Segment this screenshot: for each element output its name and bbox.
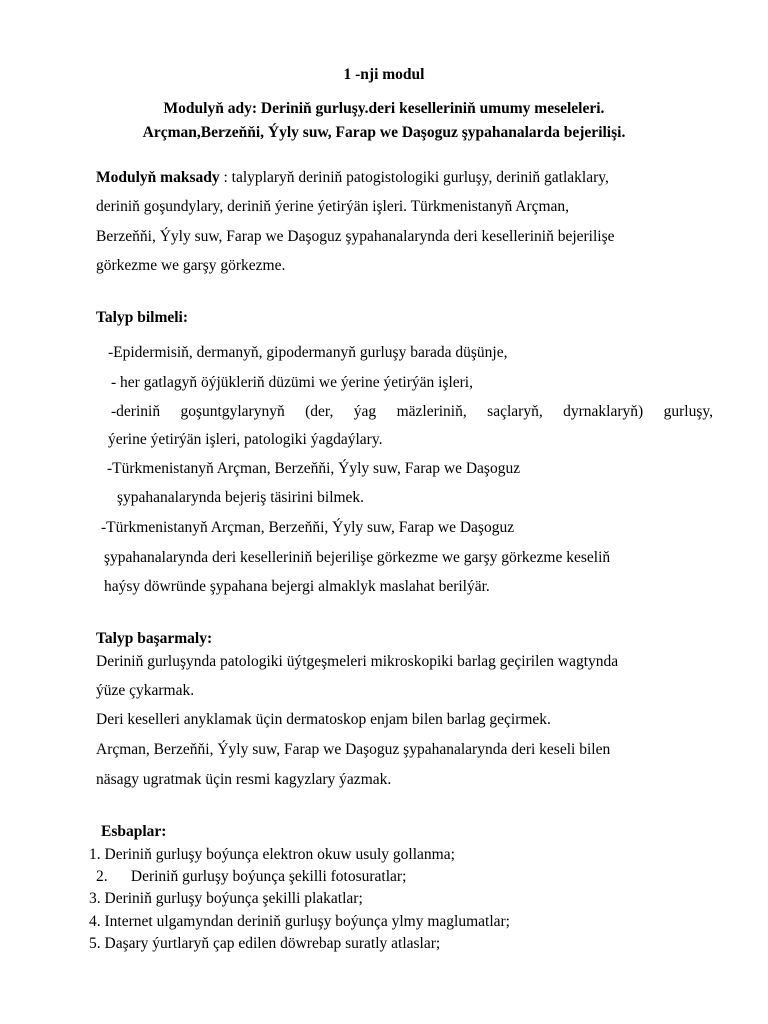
must-achieve-line-2: ýüze çykarmak. xyxy=(96,682,195,699)
must-achieve-line-5: näsagy ugratmak üçin resmi kagyzlary ýazmak. xyxy=(96,771,392,788)
purpose-line-3: Berzeňňi, Ýyly suw, Farap we Daşoguz şypahanalarynda deri keselleriniň bejerilişe xyxy=(96,228,615,245)
must-know-line-4: ýerine ýetirýän işleri, patologiki ýagdaýlary. xyxy=(108,431,383,448)
module-title-line-1: Modulyň ady: Deriniň gurluşy.deri keselleriniň umumy meseleleri. xyxy=(163,100,605,117)
equipment-heading: Esbaplar: xyxy=(101,823,167,840)
must-know-heading: Talyp bilmeli: xyxy=(96,309,189,326)
purpose-line-1 xyxy=(96,169,609,187)
must-know-line-6: şypahanalarynda bejeriş täsirini bilmek. xyxy=(117,489,365,506)
purpose-label: Modulyň maksady xyxy=(96,169,220,186)
purpose-text-1: : talyplaryň deriniň patogistologiki gurluşy, deriniň gatlaklary, xyxy=(219,169,609,186)
equipment-item-2: 2. Deriniň gurluşy boýunça şekilli fotosuratlar; xyxy=(96,868,407,885)
must-know-line-8: şypahanalarynda deri keselleriniň bejerilişe görkezme we garşy görkezme keseliň xyxy=(104,549,611,566)
must-know-line-3: -deriniň goşuntgylarynyň (der, ýag mäzleriniň, saçlaryň, dyrnaklaryň) gurluşy, xyxy=(111,403,713,420)
must-know-line-7: -Türkmenistanyň Arçman, Berzeňňi, Ýyly suw, Farap we Daşoguz xyxy=(101,519,515,536)
equipment-item-3: 3. Deriniň gurluşy boýunça şekilli plakatlar; xyxy=(89,890,363,907)
must-achieve-line-4: Arçman, Berzeňňi, Ýyly suw, Farap we Daşoguz şypahanalarynda deri keseli bilen xyxy=(96,741,611,758)
must-achieve-line-1: Deriniň gurluşynda patologiki üýtgeşmeleri mikroskopiki barlag geçirilen wagtynda xyxy=(96,653,619,670)
module-title-line-2: Arçman,Berzeňňi, Ýyly suw, Farap we Daşoguz şypahanalarda bejerilişi. xyxy=(142,124,626,141)
must-achieve-heading: Talyp başarmaly: xyxy=(96,630,213,647)
must-know-line-9: haýsy döwründe şypahana bejergi almaklyk maslahat berilýär. xyxy=(104,578,490,595)
module-number: 1 -nji modul xyxy=(343,66,425,83)
equipment-item-4: 4. Internet ulgamyndan deriniň gurluşy boýunça ylmy maglumatlar; xyxy=(89,913,510,930)
equipment-item-5: 5. Daşary ýurtlaryň çap edilen döwrebap suratly atlaslar; xyxy=(89,935,441,952)
must-know-line-5: -Türkmenistanyň Arçman, Berzeňňi, Ýyly suw, Farap we Daşoguz xyxy=(107,460,521,477)
equipment-item-1: 1. Deriniň gurluşy boýunça elektron okuw usuly gollanma; xyxy=(89,846,455,863)
must-know-line-1: -Epidermisiň, dermanyň, gipodermanyň gurluşy barada düşünje, xyxy=(108,344,508,361)
must-achieve-line-3: Deri keselleri anyklamak üçin dermatoskop enjam bilen barlag geçirmek. xyxy=(96,711,551,728)
purpose-line-4: görkezme we garşy görkezme. xyxy=(96,257,286,274)
must-know-line-2: - her gatlagyň öýjükleriň düzümi we ýerine ýetirýän işleri, xyxy=(111,374,473,391)
purpose-line-2: deriniň goşundylary, deriniň ýerine ýetirýän işleri. Türkmenistanyň Arçman, xyxy=(96,198,570,215)
